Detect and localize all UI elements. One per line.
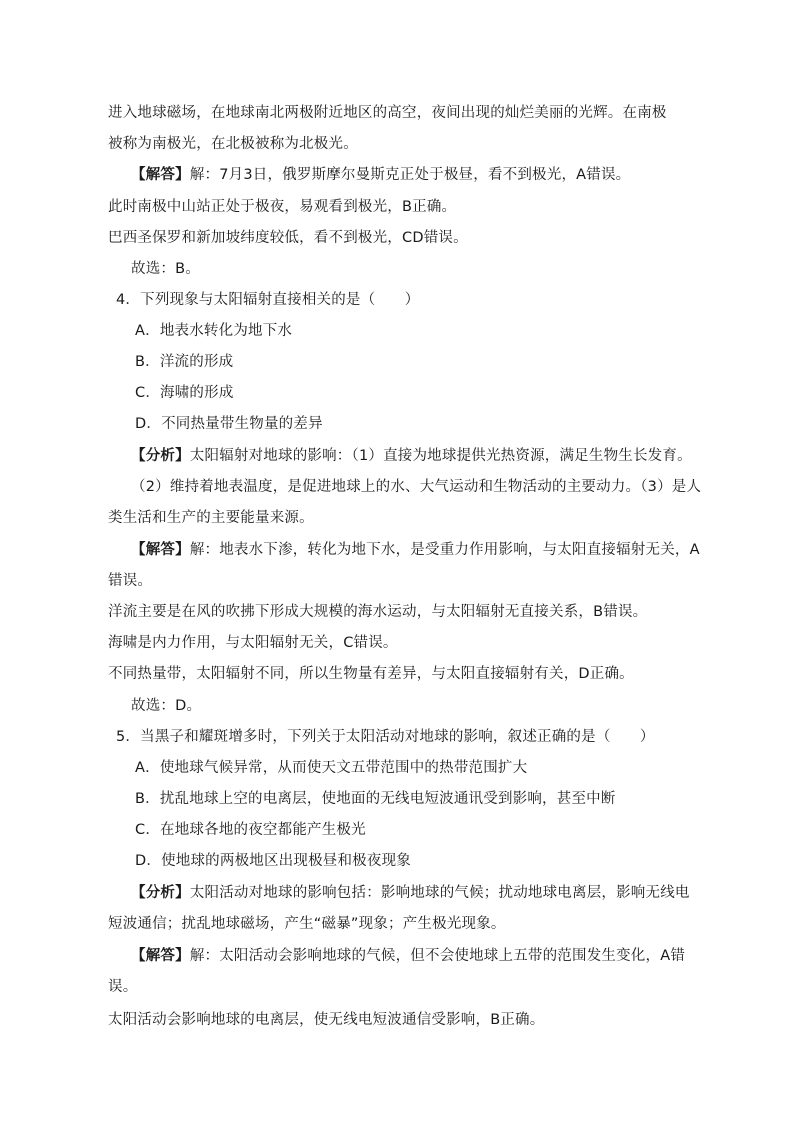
- analysis-tag: 【分析】: [131, 885, 190, 901]
- q4-analysis-line-1: [131, 446, 692, 466]
- q4-answer-line-3: 洋流主要是在风的吹拂下形成大规模的海水运动，与太阳辐射无直接关系，B错误。: [108, 604, 648, 620]
- q4-stem: 4．下列现象与太阳辐射直接相关的是（ ）: [116, 292, 420, 308]
- q4-answer-line-6: 故选：D。: [131, 698, 202, 714]
- q5-answer-line-2: 误。: [108, 979, 138, 995]
- q3-answer-text: 解：7月3日，俄罗斯摩尔曼斯克正处于极昼，看不到极光，A错误。: [189, 167, 631, 183]
- q5-stem: 5．当黑子和耀斑增多时，下列关于太阳活动对地球的影响，叙述正确的是（ ）: [116, 729, 655, 745]
- q3-answer-line-3: 巴西圣保罗和新加坡纬度较低，看不到极光，CD错误。: [108, 230, 468, 246]
- answer-tag: 【解答】: [131, 167, 190, 183]
- q5-option-b: B．扰乱地球上空的电离层，使地面的无线电短波通讯受到影响，甚至中断: [135, 791, 616, 807]
- q5-option-d: D．使地球的两极地区出现极昼和极夜现象: [135, 853, 411, 869]
- q5-answer-text: 解：太阳活动会影响地球的气候，但不会使地球上五带的范围发生变化，A错: [189, 948, 686, 964]
- q4-answer-line-1: [131, 540, 700, 560]
- answer-tag: 【解答】: [131, 542, 190, 558]
- answer-tag: 【解答】: [131, 948, 190, 964]
- analysis-tag: 【分析】: [131, 448, 190, 464]
- q4-answer-line-2: 错误。: [108, 573, 153, 589]
- q5-answer-line-3: 太阳活动会影响地球的电离层，使无线电短波通信受影响，B正确。: [108, 1012, 545, 1028]
- q3-answer-line-2: 此时南极中山站正处于极夜，易观看到极光，B正确。: [108, 199, 457, 215]
- q4-option-d: D．不同热量带生物量的差异: [135, 416, 323, 432]
- q3-answer-line-1: [131, 165, 630, 185]
- q3-explanation-line-1: 进入地球磁场，在地球南北两极附近地区的高空，夜间出现的灿烂美丽的光辉。在南极: [108, 105, 667, 121]
- q4-analysis-text: 太阳辐射对地球的影响：（1）直接为地球提供光热资源，满足生物生长发育。: [189, 448, 692, 464]
- q4-answer-text: 解：地表水下渗，转化为地下水，是受重力作用影响，与太阳直接辐射无关，A: [189, 542, 700, 558]
- q3-answer-line-4: 故选：B。: [131, 261, 200, 277]
- q5-analysis-line-1: [131, 883, 690, 903]
- q4-analysis-line-2: （2）维持着地表温度，是促进地球上的水、大气运动和生物活动的主要动力。（3）是人: [131, 479, 702, 495]
- q4-answer-line-4: 海啸是内力作用，与太阳辐射无关，C错误。: [108, 635, 398, 651]
- q5-answer-line-1: [131, 946, 685, 966]
- q4-answer-line-5: 不同热量带，太阳辐射不同，所以生物量有差异，与太阳直接辐射有关，D正确。: [108, 666, 634, 682]
- q5-analysis-line-2: 短波通信；扰乱地球磁场，产生“磁暴”现象；产生极光现象。: [108, 916, 506, 932]
- q3-explanation-line-2: 被称为南极光，在北极被称为北极光。: [108, 136, 358, 152]
- q5-option-c: C．在地球各地的夜空都能产生极光: [135, 822, 366, 838]
- q4-option-b: B．洋流的形成: [135, 354, 234, 370]
- q4-option-c: C．海啸的形成: [135, 385, 234, 401]
- q4-analysis-line-3: 类生活和生产的主要能量来源。: [108, 510, 314, 526]
- q5-option-a: A．使地球气候异常，从而使天文五带范围中的热带范围扩大: [135, 760, 528, 776]
- q5-analysis-text: 太阳活动对地球的影响包括：影响地球的气候；扰动地球电离层，影响无线电: [189, 885, 690, 901]
- q4-option-a: A．地表水转化为地下水: [135, 323, 293, 339]
